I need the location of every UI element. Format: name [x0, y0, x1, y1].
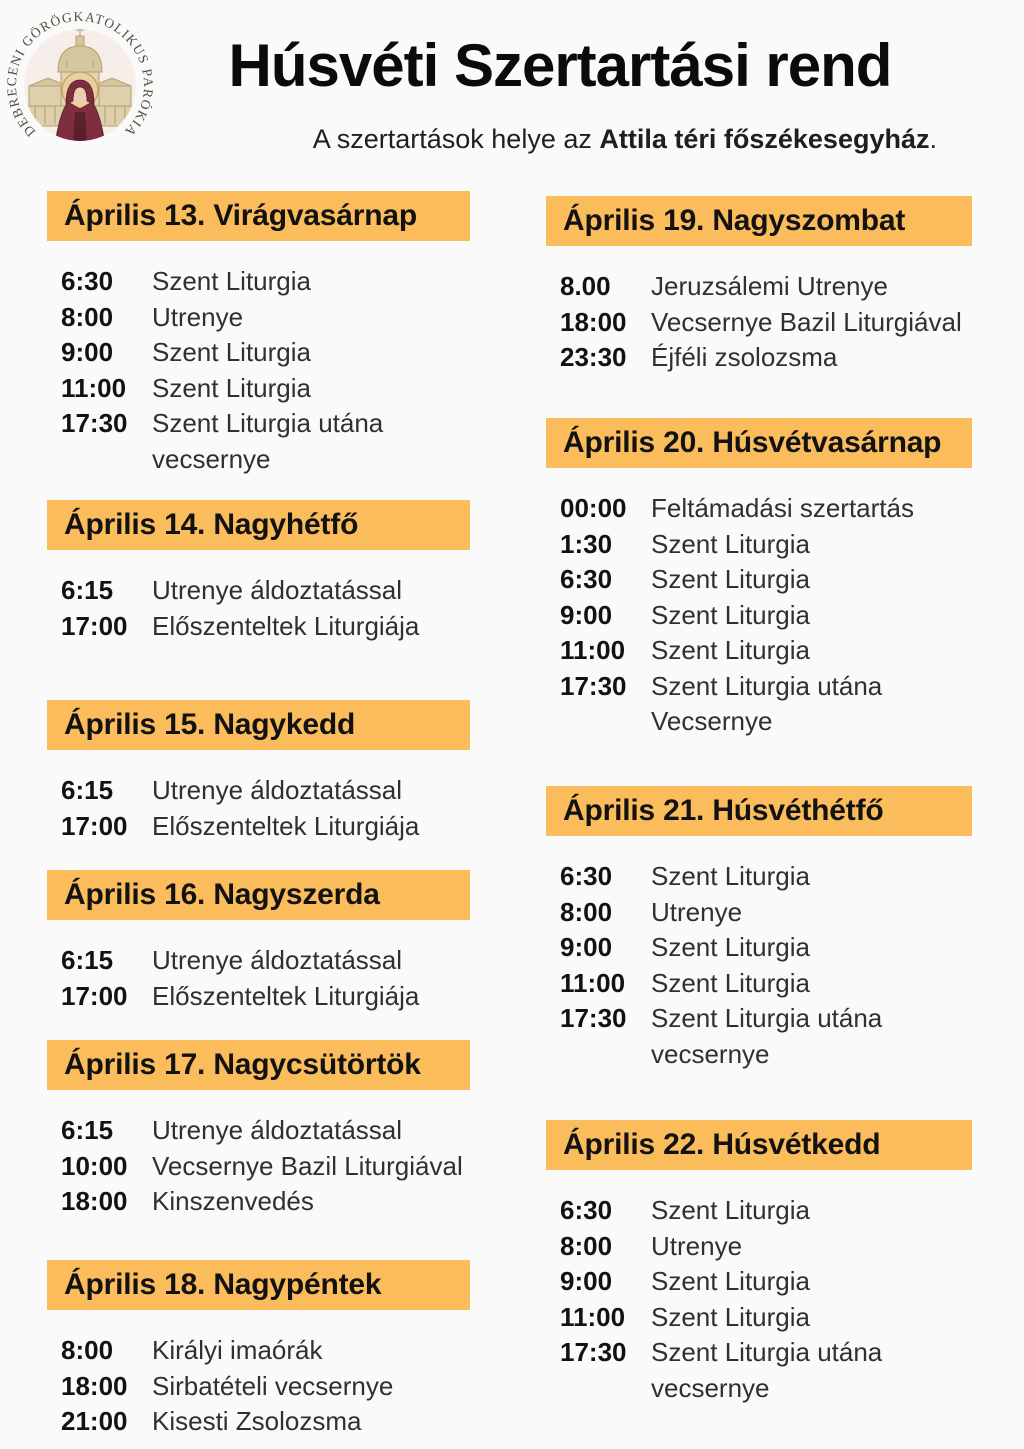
schedule-row — [546, 340, 972, 376]
schedule-row — [47, 1149, 470, 1185]
schedule-row — [47, 1404, 470, 1440]
time: 21:00 — [61, 1406, 128, 1436]
time: 18:00 — [61, 1370, 128, 1401]
time: 17:30 — [61, 408, 128, 438]
time: 6:30 — [560, 564, 613, 594]
schedule-row — [47, 264, 470, 300]
parish-emblem-graphic — [5, 10, 155, 160]
service: Szent Liturgia — [651, 635, 810, 665]
schedule-row — [546, 859, 972, 895]
service: Szent Liturgia — [651, 528, 810, 559]
day-section-april-15 — [47, 700, 470, 844]
service: Utrenye — [152, 301, 244, 332]
schedule-row — [47, 609, 470, 645]
day-title: Április 15. Nagykedd — [64, 708, 356, 741]
schedule-row — [47, 1184, 470, 1220]
day-section-april-14 — [47, 500, 470, 644]
service: Előszenteltek Liturgiája — [152, 810, 420, 841]
day-header — [546, 1120, 972, 1170]
service: Szent Liturgia — [152, 266, 311, 296]
day-section-april-22 — [546, 1120, 972, 1406]
service: Kinszenvedés — [152, 1186, 314, 1216]
service: Szent Liturgia utána vecsernye — [651, 1003, 883, 1069]
schedule-row — [546, 598, 972, 634]
service: Utrenye áldoztatással — [152, 1115, 403, 1145]
time: 8:00 — [560, 1230, 613, 1261]
day-header — [47, 1040, 470, 1090]
subtitle — [165, 121, 937, 157]
time: 6:30 — [560, 861, 613, 891]
service: Sirbatételi vecsernye — [152, 1370, 394, 1401]
time: 11:00 — [560, 635, 626, 665]
time: 6:30 — [61, 266, 114, 296]
service: Szent Liturgia — [651, 967, 810, 998]
schedule-rows — [546, 491, 972, 740]
schedule-row — [47, 1333, 470, 1369]
day-title: Április 18. Nagypéntek — [64, 1268, 382, 1301]
service: Szent Liturgia — [651, 932, 810, 962]
time: 9:00 — [560, 599, 613, 630]
time: 6:30 — [560, 1195, 613, 1225]
parish-logo — [5, 10, 155, 160]
schedule-row — [546, 269, 972, 305]
subtitle-location: Attila téri főszékesegyház — [599, 124, 930, 154]
time: 6:15 — [61, 775, 114, 805]
day-title: Április 22. Húsvétkedd — [563, 1128, 881, 1161]
day-title: Április 13. Virágvasárnap — [64, 199, 417, 232]
time: 17:30 — [560, 1337, 627, 1367]
schedule-rows — [546, 1193, 972, 1406]
schedule-rows — [47, 943, 470, 1014]
schedule-row — [546, 305, 972, 341]
service: Királyi imaórák — [152, 1335, 323, 1365]
service: Szent Liturgia — [651, 861, 810, 891]
schedule-row — [47, 1369, 470, 1405]
schedule-row — [47, 1113, 470, 1149]
time: 11:00 — [560, 1301, 626, 1332]
time: 17:00 — [61, 810, 128, 841]
schedule-row — [47, 573, 470, 609]
schedule-row — [47, 335, 470, 371]
service: Éjféli zsolozsma — [651, 342, 838, 372]
service: Előszenteltek Liturgiája — [152, 980, 420, 1011]
time: 23:30 — [560, 342, 627, 372]
schedule-row — [47, 371, 470, 407]
day-section-april-17 — [47, 1040, 470, 1220]
service: Jeruzsálemi Utrenye — [651, 271, 888, 301]
service: Szent Liturgia — [152, 337, 311, 367]
day-section-april-21 — [546, 786, 972, 1072]
time: 6:15 — [61, 575, 114, 605]
time: 00:00 — [560, 493, 627, 523]
schedule-row — [546, 895, 972, 931]
cathedral-and-icon-illustration — [25, 26, 135, 144]
schedule-rows — [47, 264, 470, 477]
subtitle-suffix: . — [929, 124, 937, 154]
service: Utrenye áldoztatással — [152, 945, 403, 975]
service: Vecsernye Bazil Liturgiával — [152, 1150, 463, 1181]
service: Utrenye — [651, 896, 743, 927]
time: 11:00 — [560, 967, 626, 998]
time: 9:00 — [560, 932, 613, 962]
service: Utrenye áldoztatással — [152, 575, 403, 605]
time: 17:30 — [560, 1003, 627, 1033]
schedule-row — [47, 773, 470, 809]
time: 9:00 — [560, 1266, 613, 1296]
schedule-row — [47, 300, 470, 336]
day-header — [47, 191, 470, 241]
day-section-april-13 — [47, 191, 470, 477]
schedule-rows — [546, 269, 972, 376]
schedule-row — [546, 1193, 972, 1229]
service: Vecsernye Bazil Liturgiával — [651, 306, 962, 337]
day-header — [546, 418, 972, 468]
day-section-april-16 — [47, 870, 470, 1014]
time: 8:00 — [61, 1335, 114, 1365]
time: 8.00 — [560, 271, 611, 301]
schedule-row — [546, 1264, 972, 1300]
schedule-rows — [47, 773, 470, 844]
time: 17:00 — [61, 980, 128, 1011]
schedule-row — [47, 979, 470, 1015]
day-section-april-19 — [546, 196, 972, 376]
time: 6:15 — [61, 945, 114, 975]
day-title: Április 16. Nagyszerda — [64, 878, 380, 911]
schedule-rows — [47, 1113, 470, 1220]
service: Utrenye — [651, 1230, 743, 1261]
service: Szent Liturgia — [651, 1301, 810, 1332]
service: Utrenye áldoztatással — [152, 775, 403, 805]
schedule-rows — [47, 573, 470, 644]
day-header — [47, 1260, 470, 1310]
day-section-april-20 — [546, 418, 972, 740]
schedule-row — [546, 966, 972, 1002]
service: Feltámadási szertartás — [651, 493, 914, 523]
service: Szent Liturgia — [651, 1195, 810, 1225]
schedule-row — [546, 633, 972, 669]
schedule-rows — [47, 1333, 470, 1440]
service: Szent Liturgia utána vecsernye — [152, 408, 384, 474]
time: 11:00 — [61, 372, 127, 403]
schedule-row — [546, 930, 972, 966]
service: Előszenteltek Liturgiája — [152, 610, 420, 641]
page-title: Húsvéti Szertartási rend — [228, 32, 892, 99]
schedule-row — [546, 1001, 972, 1072]
service: Szent Liturgia utána vecsernye — [651, 1337, 883, 1403]
schedule-row — [546, 527, 972, 563]
day-section-april-18 — [47, 1260, 470, 1440]
day-title: Április 17. Nagycsütörtök — [64, 1048, 421, 1081]
time: 9:00 — [61, 337, 114, 367]
time: 18:00 — [61, 1186, 128, 1216]
day-header — [47, 870, 470, 920]
time: 17:30 — [560, 670, 627, 701]
day-header — [47, 700, 470, 750]
time: 10:00 — [61, 1150, 128, 1181]
day-header — [546, 786, 972, 836]
day-title: Április 14. Nagyhétfő — [64, 508, 359, 541]
schedule-row — [546, 491, 972, 527]
time: 6:15 — [61, 1115, 114, 1145]
day-header — [47, 500, 470, 550]
time: 8:00 — [61, 301, 114, 332]
day-title: Április 21. Húsvéthétfő — [563, 794, 884, 827]
service: Szent Liturgia utána Vecsernye — [651, 670, 883, 736]
schedule-row — [546, 1300, 972, 1336]
schedule-row — [546, 669, 972, 740]
service: Szent Liturgia — [651, 564, 810, 594]
schedule-row — [546, 1335, 972, 1406]
subtitle-prefix: A szertartások helye az — [312, 124, 600, 154]
schedule-rows — [546, 859, 972, 1072]
service: Szent Liturgia — [651, 599, 810, 630]
time: 18:00 — [560, 306, 627, 337]
service: Szent Liturgia — [152, 372, 311, 403]
day-header — [546, 196, 972, 246]
schedule-row — [47, 809, 470, 845]
service: Szent Liturgia — [651, 1266, 810, 1296]
schedule-row — [546, 562, 972, 598]
day-title: Április 19. Nagyszombat — [563, 204, 906, 237]
time: 17:00 — [61, 610, 128, 641]
schedule-row — [47, 943, 470, 979]
schedule-row — [546, 1229, 972, 1265]
time: 8:00 — [560, 896, 613, 927]
time: 1:30 — [560, 528, 613, 559]
service: Kisesti Zsolozsma — [152, 1406, 362, 1436]
schedule-row — [47, 406, 470, 477]
day-title: Április 20. Húsvétvasárnap — [563, 426, 942, 459]
logo-ring-text: DEBRECENI GÖRÖGKATOLIKUS PARÓKIA — [5, 10, 155, 140]
